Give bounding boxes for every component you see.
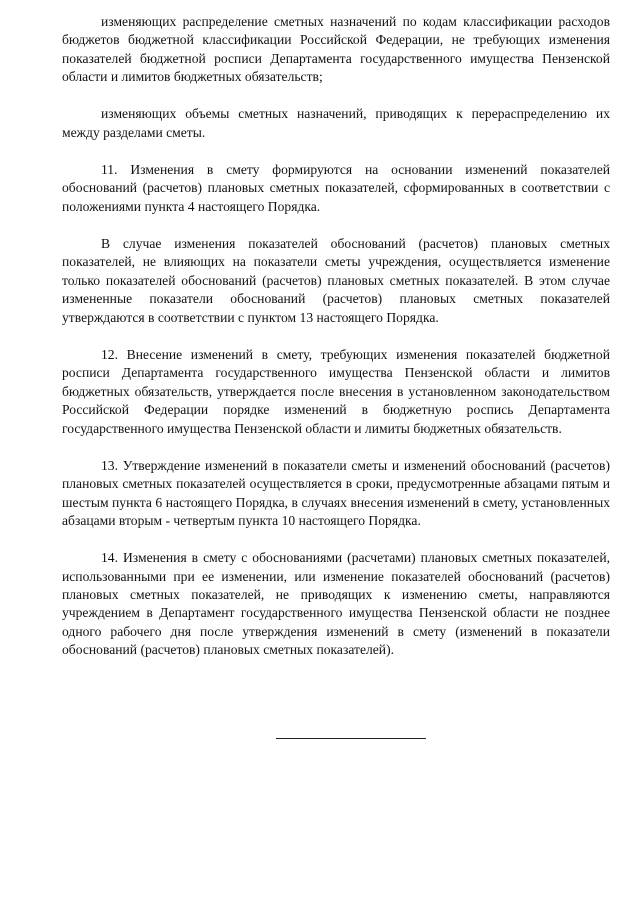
closing-divider-line (276, 738, 426, 739)
document-page (62, 13, 610, 678)
paragraph-reallocation-clause: изменяющих распределение сметных назначений по кодам классификации расходов бюджетов бюджетной классификации Российской Федерации, не требующих изменения показателей бюджетной росписи Департамента государственного имущества Пензенской области и лимитов бюджетных обязательств; (62, 14, 610, 85)
paragraph-volume-change-clause: изменяющих объемы сметных назначений, приводящих к перераспределению их между разделами сметы. (62, 106, 610, 140)
paragraph-item-14: 14. Изменения в смету с обоснованиями (расчетами) плановых сметных показателей, использованными при ее изменении, или изменение показателей обоснований (расчетов) плановых сметных показателей, не приводящих к изменению сметы, направляются учреждением в Департамент государственного имущества Пензенской области не позднее одного рабочего дня после утверждения изменений в смету (изменений в показатели обоснований (расчетов) плановых сметных показателей). (62, 550, 610, 658)
paragraph-item-13: 13. Утверждение изменений в показатели сметы и изменений обоснований (расчетов) плановых сметных показателей осуществляется в сроки, предусмотренные абзацами пятым и шестым пункта 6 настоящего Порядка, в случаях внесения изменений в смету, установленных абзацами вторым - четвертым пункта 10 настоящего Порядка. (62, 457, 610, 528)
paragraph-item-11: 11. Изменения в смету формируются на основании изменений показателей обоснований (расчетов) плановых сметных показателей, сформированных в соответствии с положениями пункта 4 настоящего Порядка. (62, 162, 610, 214)
paragraph-item-12: 12. Внесение изменений в смету, требующих изменения показателей бюджетной росписи Департамента государственного имущества Пензенской области и лимитов бюджетных обязательств, утверждается после внесения в установленном законодательством Российской Федерации порядке изменений в бюджетную роспись Департамента государственного имущества Пензенской области и лимиты бюджетных обязательств. (62, 346, 610, 436)
paragraph-item-11-continuation: В случае изменения показателей обоснований (расчетов) плановых сметных показателей, не влияющих на показатели сметы учреждения, осуществляется изменение только показателей обоснований (расчетов) плановых сметных показателей. В этом случае измененные показатели обоснований (расчетов) плановых сметных показателей утверждаются в соответствии с пунктом 13 настоящего Порядка. (62, 236, 610, 325)
